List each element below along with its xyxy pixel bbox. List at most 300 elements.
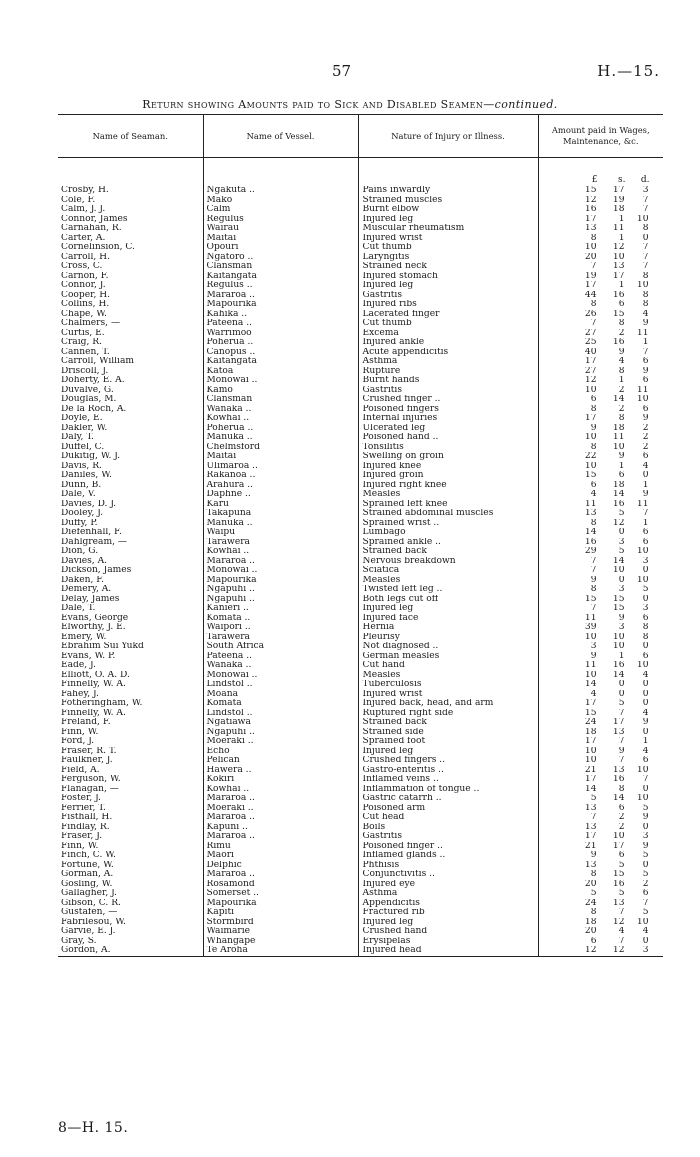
vessel-name: Kanieri .. <box>203 604 358 614</box>
table-row <box>58 832 663 842</box>
seaman-name: Curtis, E. <box>61 328 105 338</box>
seaman-name: Dale, T. <box>61 604 96 613</box>
seaman-name: Emery, W. <box>61 632 107 642</box>
amount-paid <box>538 604 663 614</box>
injury-description: Injured ankle <box>358 338 538 348</box>
amount-paid <box>538 433 663 443</box>
injury-description: Injured stomach <box>358 272 538 282</box>
amount-pence: 0 <box>642 566 649 575</box>
amount-pence: 3 <box>642 946 649 955</box>
injury-description: Internal injuries <box>358 414 538 424</box>
amount-pence: 2 <box>642 433 649 442</box>
amount-shillings: 18 <box>612 480 625 490</box>
amount-pence: 6 <box>642 357 649 366</box>
seaman-name: Faulkner, J. <box>61 756 113 765</box>
amount-shillings: 7 <box>618 708 625 718</box>
amount-pounds: 10 <box>584 243 597 252</box>
seaman-name: Davis, R. <box>61 461 102 471</box>
amount-pounds: 8 <box>590 870 597 879</box>
injury-description: Crushed fingers .. <box>358 756 538 766</box>
amount-pounds: 8 <box>590 908 597 917</box>
amount-shillings: 8 <box>618 366 625 376</box>
amount-shillings: 15 <box>612 594 625 604</box>
injury-description: Cut thumb <box>358 319 538 329</box>
amount-pounds: 12 <box>584 946 597 955</box>
injury-description: Injured wrist <box>358 690 538 700</box>
amount-paid <box>538 804 663 814</box>
amount-pence: 6 <box>642 613 649 623</box>
injury-description: Cut hand <box>358 661 538 671</box>
amount-pence: 6 <box>642 376 649 385</box>
amount-pence: 10 <box>636 575 649 585</box>
amount-pence: 0 <box>642 860 649 870</box>
table-row <box>58 395 663 405</box>
vessel-name: Wairau <box>203 224 358 234</box>
injury-description: Injured eye <box>358 880 538 890</box>
injury-description: Injured leg <box>358 215 538 225</box>
seaman-name: Dooley, J. <box>61 509 104 518</box>
amount-pounds: 13 <box>584 803 597 813</box>
amount-pounds: 17 <box>584 832 597 841</box>
amount-pounds: 13 <box>584 509 597 518</box>
amount-shillings: 16 <box>612 499 625 509</box>
seaman-name: Crosby, H. <box>61 186 109 195</box>
injury-description: Crushed hand <box>358 927 538 937</box>
amount-shillings: 17 <box>612 271 625 281</box>
table-row <box>58 490 663 500</box>
seaman-name: Dickson, James <box>61 566 132 575</box>
injury-description: Gastritis <box>358 386 538 396</box>
seaman-name: Field, A. <box>61 765 100 775</box>
seaman-name: Chalmers, — <box>61 319 121 328</box>
table-row <box>58 870 663 880</box>
amount-shillings: 0 <box>618 575 625 585</box>
amount-paid <box>538 557 663 567</box>
seaman-name: Duvalve, G. <box>61 385 114 395</box>
amount-pence: 6 <box>642 756 649 765</box>
amount-pence: 10 <box>636 794 649 803</box>
vessel-name: Kahika .. <box>203 310 358 320</box>
amount-shillings: 9 <box>618 613 625 623</box>
table-row <box>58 234 663 244</box>
table-row <box>58 186 663 196</box>
amount-pounds: 7 <box>590 262 597 271</box>
injury-description: Asthma <box>358 889 538 899</box>
amount-shillings: 18 <box>612 423 625 433</box>
amount-pence: 7 <box>642 509 649 518</box>
amount-paid <box>538 842 663 852</box>
amount-paid <box>538 633 663 643</box>
seaman-name: Cornelinsion, C. <box>61 243 135 252</box>
amount-paid <box>538 737 663 747</box>
amount-pounds: 16 <box>584 537 597 547</box>
amount-shillings: 6 <box>618 803 625 813</box>
table-row <box>58 528 663 538</box>
amount-pence: 10 <box>636 917 649 927</box>
seaman-name: Cross, C. <box>61 262 103 271</box>
amount-shillings: 6 <box>618 851 625 860</box>
vessel-name: Moana <box>203 690 358 700</box>
amount-paid <box>538 832 663 842</box>
vessel-name: Somerset .. <box>203 889 358 899</box>
table-row <box>58 414 663 424</box>
injury-description: Erysipelas <box>358 937 538 947</box>
injury-description: Laryngitis <box>358 253 538 263</box>
amount-pence: 5 <box>642 908 649 917</box>
seaman-name: Daniles, W. <box>61 471 112 480</box>
amount-paid <box>538 300 663 310</box>
injury-description: Injured leg <box>358 918 538 928</box>
table-row <box>58 329 663 339</box>
amount-pounds: 15 <box>584 186 597 195</box>
vessel-name: Mararoa .. <box>203 291 358 301</box>
amount-pounds: 6 <box>590 480 597 490</box>
injury-description: Injured ribs <box>358 300 538 310</box>
table-row <box>58 690 663 700</box>
amount-paid <box>538 927 663 937</box>
amount-shillings: 10 <box>612 566 625 575</box>
amount-pounds: 18 <box>584 727 597 737</box>
seaman-name: Gorman, A. <box>61 870 114 879</box>
amount-shillings: 2 <box>618 404 625 414</box>
vessel-name: Ngapuhi .. <box>203 728 358 738</box>
vessel-name: Kowhai .. <box>203 414 358 424</box>
amount-pence: 10 <box>636 661 649 670</box>
amount-pounds: 40 <box>584 347 597 357</box>
amount-pence: 4 <box>642 309 649 319</box>
amount-pence: 7 <box>642 195 649 205</box>
page-title <box>0 98 700 111</box>
vessel-name: Kaitangata <box>203 272 358 282</box>
amount-pounds: 14 <box>584 784 597 794</box>
column-header-amount: Amount paid in Wages, Maintenance, &c. <box>538 115 663 158</box>
injury-description: Injured back, head, and arm <box>358 699 538 709</box>
injury-description: Cut thumb <box>358 243 538 253</box>
table-row <box>58 443 663 453</box>
amount-shillings: 10 <box>612 632 625 642</box>
seaman-name: Ford, J. <box>61 737 95 746</box>
injury-description: Strained abdominal muscles <box>358 509 538 519</box>
injury-description: Gastritis <box>358 291 538 301</box>
amount-pounds: 10 <box>584 461 597 471</box>
table-header-row <box>58 115 663 158</box>
table-row <box>58 785 663 795</box>
amount-pounds: 7 <box>590 566 597 575</box>
injury-description: Conjunctivitis .. <box>358 870 538 880</box>
amount-paid <box>538 509 663 519</box>
table-row <box>58 946 663 956</box>
amount-pence: 7 <box>642 205 649 214</box>
vessel-name: Kaitangata <box>203 357 358 367</box>
amount-pence: 5 <box>642 851 649 860</box>
injury-description: Tonsilitis <box>358 443 538 453</box>
amount-pence: 7 <box>642 347 649 357</box>
vessel-name: Tarawera <box>203 633 358 643</box>
amount-pence: 9 <box>642 366 649 376</box>
injury-description: Fractured rib <box>358 908 538 918</box>
seaman-name: Carroll, H. <box>61 252 110 262</box>
amount-paid <box>538 319 663 329</box>
amount-shillings: 16 <box>612 879 625 889</box>
amount-shillings: 2 <box>618 822 625 832</box>
vessel-name: Pateena .. <box>203 319 358 329</box>
seaman-name: De la Roch, A. <box>61 404 127 414</box>
table-row <box>58 291 663 301</box>
amount-pounds: 17 <box>584 357 597 366</box>
seaman-name: Fisthall, H. <box>61 813 113 822</box>
amount-pence: 0 <box>642 594 649 604</box>
amount-shillings: 5 <box>618 699 625 708</box>
amount-pounds: 5 <box>590 794 597 803</box>
amount-pence: 1 <box>642 737 649 746</box>
amount-pounds: 17 <box>584 414 597 423</box>
amount-paid <box>538 899 663 909</box>
vessel-name: Wanaka .. <box>203 405 358 415</box>
amount-shillings: 1 <box>618 651 625 661</box>
amount-pence: 4 <box>642 927 649 936</box>
amount-shillings: 1 <box>618 233 625 243</box>
injury-description: Injured leg <box>358 747 538 757</box>
injury-description: Injured head <box>358 946 538 956</box>
injury-description: Injured leg <box>358 281 538 291</box>
amount-pence: 3 <box>642 556 649 566</box>
amount-pounds: 20 <box>584 879 597 889</box>
injury-description: Asthma <box>358 357 538 367</box>
vessel-name: Calm <box>203 205 358 215</box>
amount-paid <box>538 946 663 956</box>
amount-paid <box>538 367 663 377</box>
table-row <box>58 623 663 633</box>
vessel-name: Moeraki .. <box>203 737 358 747</box>
vessel-name: Lindstol .. <box>203 680 358 690</box>
amount-paid <box>538 243 663 253</box>
seaman-name: Gray, S. <box>61 936 97 946</box>
amount-paid <box>538 576 663 586</box>
amount-pounds: 9 <box>590 651 597 661</box>
amount-pence: 0 <box>642 642 649 651</box>
amount-shillings: 12 <box>612 917 625 927</box>
injury-description: Swelling on groin <box>358 452 538 462</box>
amount-pounds: 22 <box>584 452 597 461</box>
vessel-name: Regulus .. <box>203 281 358 291</box>
seaman-name: Demery, A. <box>61 585 112 594</box>
amount-paid <box>538 481 663 491</box>
seaman-name: Dion, G. <box>61 547 99 556</box>
amount-paid <box>538 186 663 196</box>
amount-shillings: 0 <box>618 680 625 689</box>
seaman-name: Elworthy, J. E. <box>61 623 126 632</box>
table-row <box>58 281 663 291</box>
amount-shillings: 10 <box>612 442 625 452</box>
table-row <box>58 224 663 234</box>
injury-description: Sciatica <box>358 566 538 576</box>
injury-description: Muscular rheumatism <box>358 224 538 234</box>
injury-description: Strained side <box>358 728 538 738</box>
amount-shillings: 12 <box>612 518 625 528</box>
table-row <box>58 823 663 833</box>
seaman-name: Carnahan, R. <box>61 224 122 233</box>
amount-pence: 10 <box>636 547 649 556</box>
amount-pounds: 17 <box>584 281 597 290</box>
vessel-name: Kapuni .. <box>203 823 358 833</box>
table-row <box>58 319 663 329</box>
injury-description: Sprained ankle .. <box>358 538 538 548</box>
injury-description: Injured groin <box>358 471 538 481</box>
amount-pence: 8 <box>642 623 649 632</box>
amount-pounds: 21 <box>584 765 597 775</box>
table-row <box>58 699 663 709</box>
table-row <box>58 215 663 225</box>
table-row <box>58 367 663 377</box>
amount-pounds: 13 <box>584 822 597 832</box>
injury-description: Poisoned finger .. <box>358 842 538 852</box>
vessel-name: Echo <box>203 747 358 757</box>
seaman-name: Garvie, E. J. <box>61 927 116 936</box>
amount-pounds: 7 <box>590 604 597 613</box>
amount-paid <box>538 547 663 557</box>
amount-shillings: 13 <box>612 262 625 271</box>
seaman-name: Calm, J. J. <box>61 205 106 214</box>
amount-paid <box>538 889 663 899</box>
table-row <box>58 642 663 652</box>
amount-paid <box>538 937 663 947</box>
amount-pounds: 3 <box>590 642 597 651</box>
amount-shillings: 16 <box>612 290 625 300</box>
amount-paid <box>538 595 663 605</box>
amount-pounds: 21 <box>584 841 597 851</box>
amount-paid <box>538 823 663 833</box>
seaman-name: Finn, W. <box>61 841 99 851</box>
injury-description: Inflammation of tongue .. <box>358 785 538 795</box>
seaman-name: Dakler, W. <box>61 423 108 433</box>
amount-pence: 7 <box>642 898 649 908</box>
amount-pence: 8 <box>642 224 649 233</box>
injury-description: Burnt hands <box>358 376 538 386</box>
seaman-name: Ebrahim Sui Yukd <box>61 642 144 651</box>
seaman-name: Gosling, W. <box>61 879 113 889</box>
amount-shillings: 14 <box>612 670 625 680</box>
table-row <box>58 775 663 785</box>
amount-pence: 9 <box>642 718 649 727</box>
amount-shillings: 4 <box>618 927 625 936</box>
table-row <box>58 709 663 719</box>
amount-pounds: 9 <box>590 575 597 585</box>
amount-pence: 0 <box>642 936 649 946</box>
seaman-name: Fotheringham, W. <box>61 699 143 708</box>
amount-pounds: 19 <box>584 271 597 281</box>
table-row <box>58 718 663 728</box>
table-row <box>58 851 663 861</box>
vessel-name: Rimu <box>203 842 358 852</box>
table-row <box>58 918 663 928</box>
table-row <box>58 804 663 814</box>
amount-pounds: 8 <box>590 585 597 594</box>
table-row <box>58 794 663 804</box>
amount-paid <box>538 395 663 405</box>
amount-pence: 5 <box>642 870 649 879</box>
amount-pence: 0 <box>642 822 649 832</box>
table-row <box>58 338 663 348</box>
amount-shillings: 17 <box>612 841 625 851</box>
injury-description: Phthisis <box>358 861 538 871</box>
amount-paid <box>538 861 663 871</box>
amount-paid <box>538 405 663 415</box>
amount-shillings: 7 <box>618 908 625 917</box>
amount-shillings: 7 <box>618 936 625 946</box>
page-title-continued: —continued. <box>483 98 558 111</box>
amount-pounds: 8 <box>590 233 597 243</box>
amount-paid <box>538 785 663 795</box>
seaman-name: Cole, F. <box>61 195 96 205</box>
amount-paid <box>538 699 663 709</box>
amount-pence: 6 <box>642 452 649 461</box>
amount-paid <box>538 775 663 785</box>
injury-description: Measles <box>358 490 538 500</box>
amount-paid <box>538 851 663 861</box>
table-row <box>58 253 663 263</box>
amount-pence: 8 <box>642 632 649 642</box>
amount-pence: 6 <box>642 528 649 537</box>
amount-pence: 0 <box>642 471 649 480</box>
amount-pence: 8 <box>642 290 649 300</box>
injury-description: Nervous breakdown <box>358 557 538 567</box>
table-row <box>58 272 663 282</box>
table-row <box>58 576 663 586</box>
seaman-name: Finnelly, W. A. <box>61 680 126 689</box>
amount-shillings: 4 <box>618 357 625 366</box>
vessel-name: Takapuna <box>203 509 358 519</box>
vessel-name: Mako <box>203 196 358 206</box>
vessel-name: Opouri <box>203 243 358 253</box>
amount-paid <box>538 661 663 671</box>
amount-paid <box>538 424 663 434</box>
amount-pounds: 7 <box>590 319 597 328</box>
amount-pounds: 10 <box>584 756 597 765</box>
vessel-name: Mapourika <box>203 576 358 586</box>
seaman-name: Collins, H. <box>61 300 110 309</box>
injury-description: Gastritis <box>358 832 538 842</box>
vessel-name: Whangape <box>203 937 358 947</box>
amount-pounds: 7 <box>590 813 597 822</box>
amount-shillings: 11 <box>612 224 625 233</box>
seaman-name: Evans, George <box>61 613 129 623</box>
amount-paid <box>538 291 663 301</box>
amount-pounds: 8 <box>590 442 597 452</box>
amount-shillings: 3 <box>618 623 625 632</box>
amount-shillings: 13 <box>612 765 625 775</box>
amount-shillings: 8 <box>618 784 625 794</box>
amount-pence: 10 <box>636 395 649 404</box>
vessel-name: Kowhai .. <box>203 547 358 557</box>
vessel-name: Hawera .. <box>203 766 358 776</box>
amount-pounds: 26 <box>584 309 597 319</box>
injury-description: Hernia <box>358 623 538 633</box>
table-row <box>58 509 663 519</box>
amount-shillings: 16 <box>612 338 625 347</box>
amount-pence: 10 <box>636 765 649 775</box>
vessel-name: Moeraki .. <box>203 804 358 814</box>
amount-pounds: 10 <box>584 632 597 642</box>
amount-pounds: 5 <box>590 889 597 898</box>
amount-shillings: 6 <box>618 471 625 480</box>
amount-pounds: 8 <box>590 518 597 528</box>
table-row <box>58 300 663 310</box>
amount-pounds: 9 <box>590 851 597 860</box>
amount-pounds: 18 <box>584 917 597 927</box>
amount-pounds: 20 <box>584 927 597 936</box>
table-row <box>58 842 663 852</box>
table-row <box>58 604 663 614</box>
